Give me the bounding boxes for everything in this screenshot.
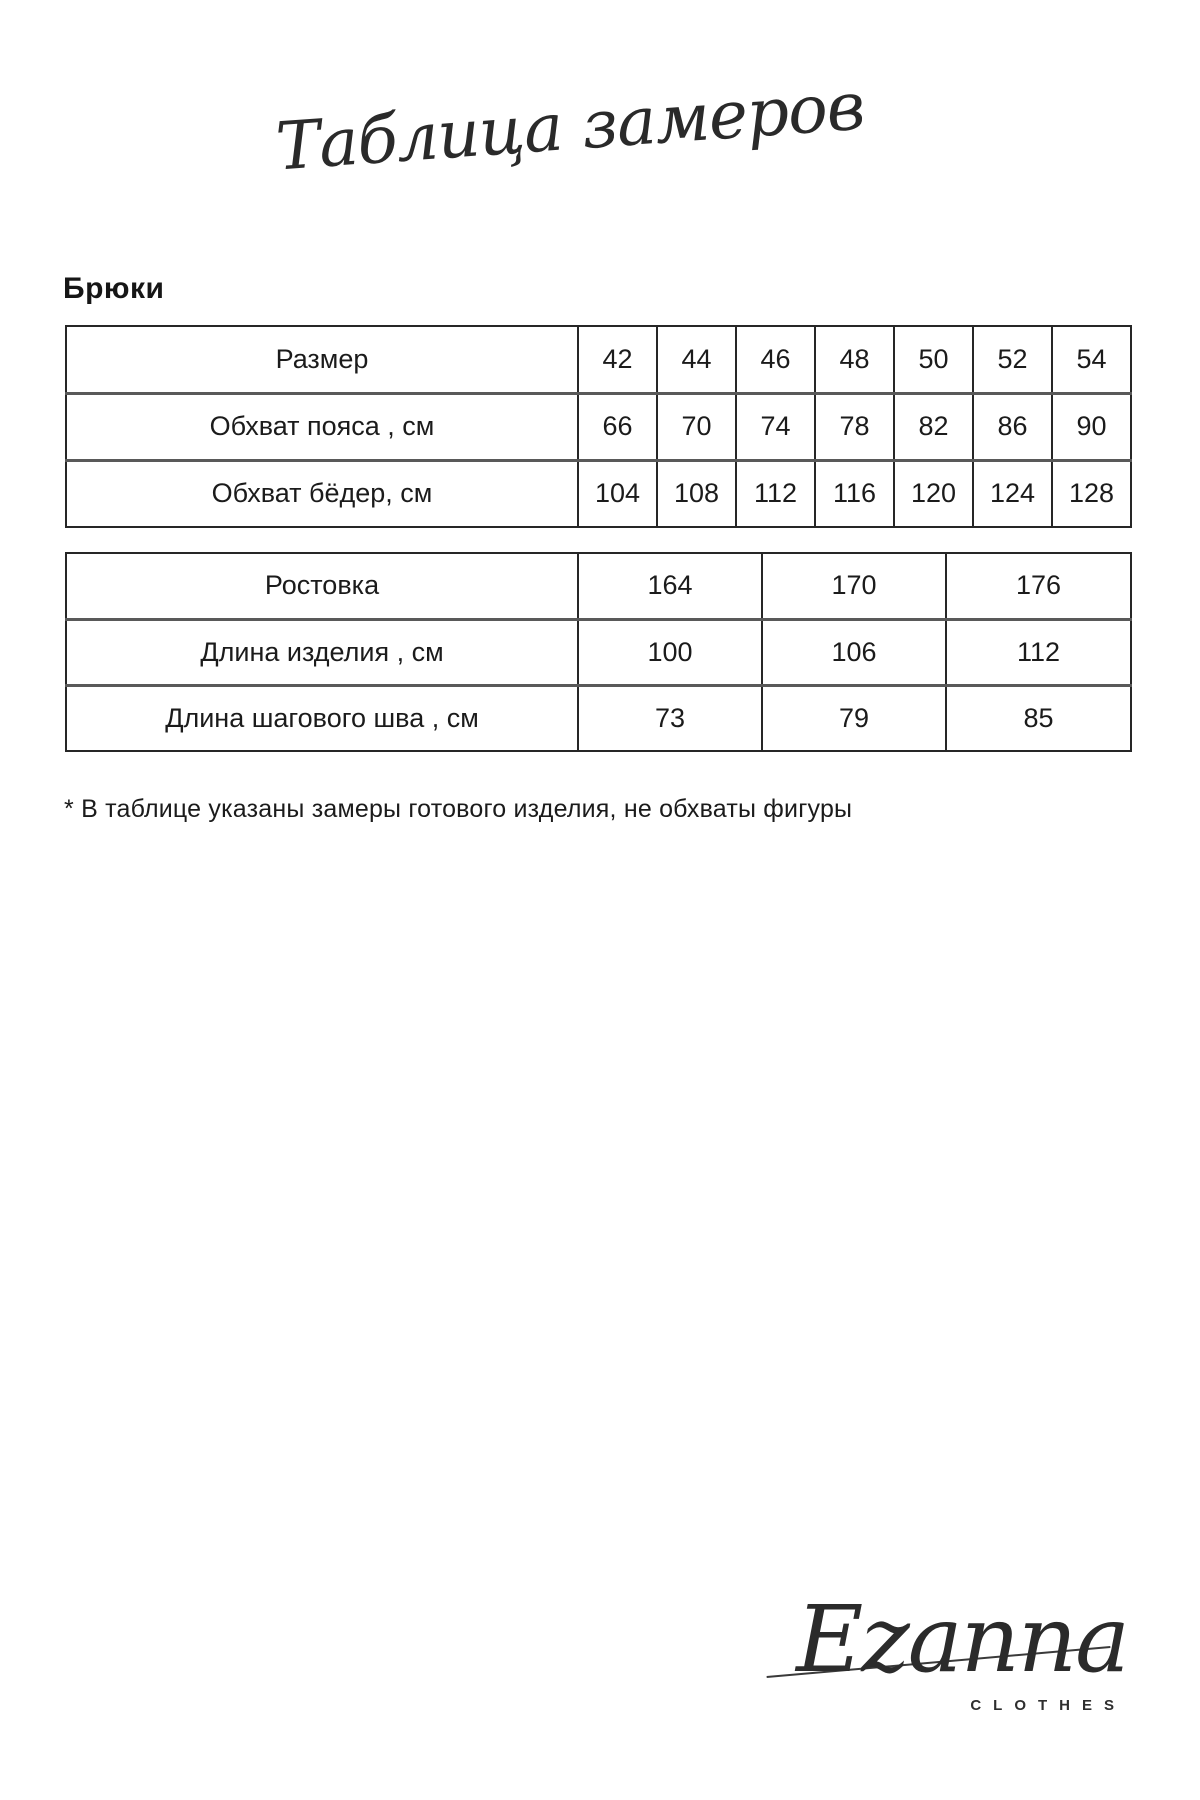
table-cell: 50 [894, 326, 973, 393]
table-cell: 112 [946, 619, 1131, 685]
table-cell: 73 [578, 685, 762, 751]
table-row-hips [66, 460, 1131, 527]
table-cell: 86 [973, 393, 1052, 460]
page-title: Таблица замеров [273, 67, 867, 186]
table-cell: 108 [657, 460, 736, 527]
table-cell: 48 [815, 326, 894, 393]
table-row-item-length [66, 619, 1131, 685]
table-cell: 54 [1052, 326, 1131, 393]
table-row-size [66, 326, 1131, 393]
brand-logo [700, 1585, 1150, 1755]
brand-logo-name: Ezanna [796, 1586, 1128, 1693]
table-cell: 170 [762, 553, 946, 619]
table-cell: 164 [578, 553, 762, 619]
table-cell: 116 [815, 460, 894, 527]
size-measurements-table [65, 325, 1132, 528]
table-cell: 66 [578, 393, 657, 460]
table-cell: 85 [946, 685, 1131, 751]
table-cell: 78 [815, 393, 894, 460]
row-label: Обхват бёдер, см [66, 460, 578, 527]
table-cell: 70 [657, 393, 736, 460]
footnote: * В таблице указаны замеры готового изделия, не обхваты фигуры [64, 795, 853, 823]
table-cell: 176 [946, 553, 1131, 619]
table-cell: 100 [578, 619, 762, 685]
table-row-waist [66, 393, 1131, 460]
table-row-inseam-length [66, 685, 1131, 751]
row-label: Длина изделия , см [66, 619, 578, 685]
row-label: Размер [66, 326, 578, 393]
table-cell: 112 [736, 460, 815, 527]
table-cell: 79 [762, 685, 946, 751]
row-label: Обхват пояса , см [66, 393, 578, 460]
table-cell: 46 [736, 326, 815, 393]
table-cell: 82 [894, 393, 973, 460]
table-cell: 120 [894, 460, 973, 527]
length-measurements-table [65, 552, 1132, 752]
table-cell: 128 [1052, 460, 1131, 527]
table-cell: 52 [973, 326, 1052, 393]
table-cell: 104 [578, 460, 657, 527]
table-cell: 74 [736, 393, 815, 460]
row-label: Длина шагового шва , см [66, 685, 578, 751]
table-cell: 42 [578, 326, 657, 393]
section-heading-trousers: Брюки [63, 272, 165, 305]
table-cell: 90 [1052, 393, 1131, 460]
table-cell: 44 [657, 326, 736, 393]
brand-logo-subtitle: CLOTHES [970, 1697, 1126, 1714]
table-cell: 124 [973, 460, 1052, 527]
table-cell: 106 [762, 619, 946, 685]
table-row-height-group [66, 553, 1131, 619]
row-label: Ростовка [66, 553, 578, 619]
